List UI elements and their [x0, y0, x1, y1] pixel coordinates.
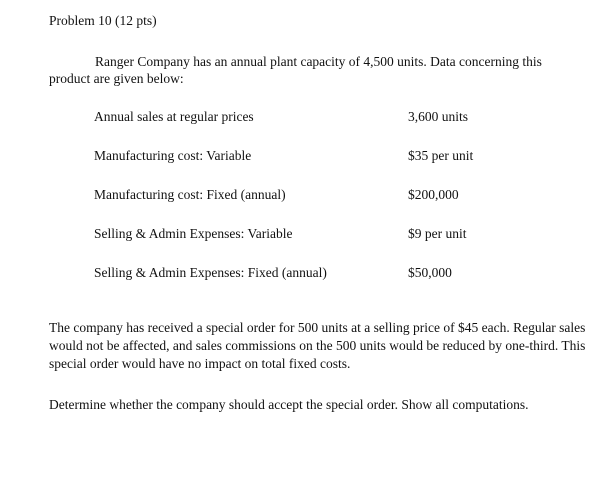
- data-row-label: Manufacturing cost: Variable: [94, 148, 252, 163]
- data-row-manufacturing-fixed: [94, 186, 514, 225]
- problem-heading: Problem 10 (12 pts): [49, 13, 157, 28]
- data-row-label: Selling & Admin Expenses: Variable: [94, 226, 293, 241]
- data-row-selling-admin-fixed: [94, 264, 514, 303]
- data-row-value: 3,600 units: [408, 109, 469, 124]
- cost-data-table: [94, 108, 514, 303]
- data-row-manufacturing-variable: [94, 147, 514, 186]
- data-row-value: $200,000: [408, 187, 459, 202]
- data-row-value: $9 per unit: [408, 226, 467, 241]
- problem-intro: Ranger Company has an annual plant capacity of 4,500 units. Data concerning this product are given below:: [49, 54, 542, 86]
- data-row-value: $35 per unit: [408, 148, 474, 163]
- data-row-label: Selling & Admin Expenses: Fixed (annual): [94, 265, 327, 280]
- data-row-value: $50,000: [408, 265, 452, 280]
- data-row-selling-admin-variable: [94, 225, 514, 264]
- data-row-label: Annual sales at regular prices: [94, 109, 254, 124]
- data-row-label: Manufacturing cost: Fixed (annual): [94, 187, 286, 202]
- data-row-annual-sales: [94, 108, 514, 147]
- task-instruction: Determine whether the company should accept the special order. Show all computations.: [49, 397, 529, 412]
- special-order-paragraph: The company has received a special order for 500 units at a selling price of $45 each. Regular sales would not be affected, and sales commissions on the 500 units would be reduced by one-third. This special order would have no impact on total fixed costs.: [49, 320, 586, 371]
